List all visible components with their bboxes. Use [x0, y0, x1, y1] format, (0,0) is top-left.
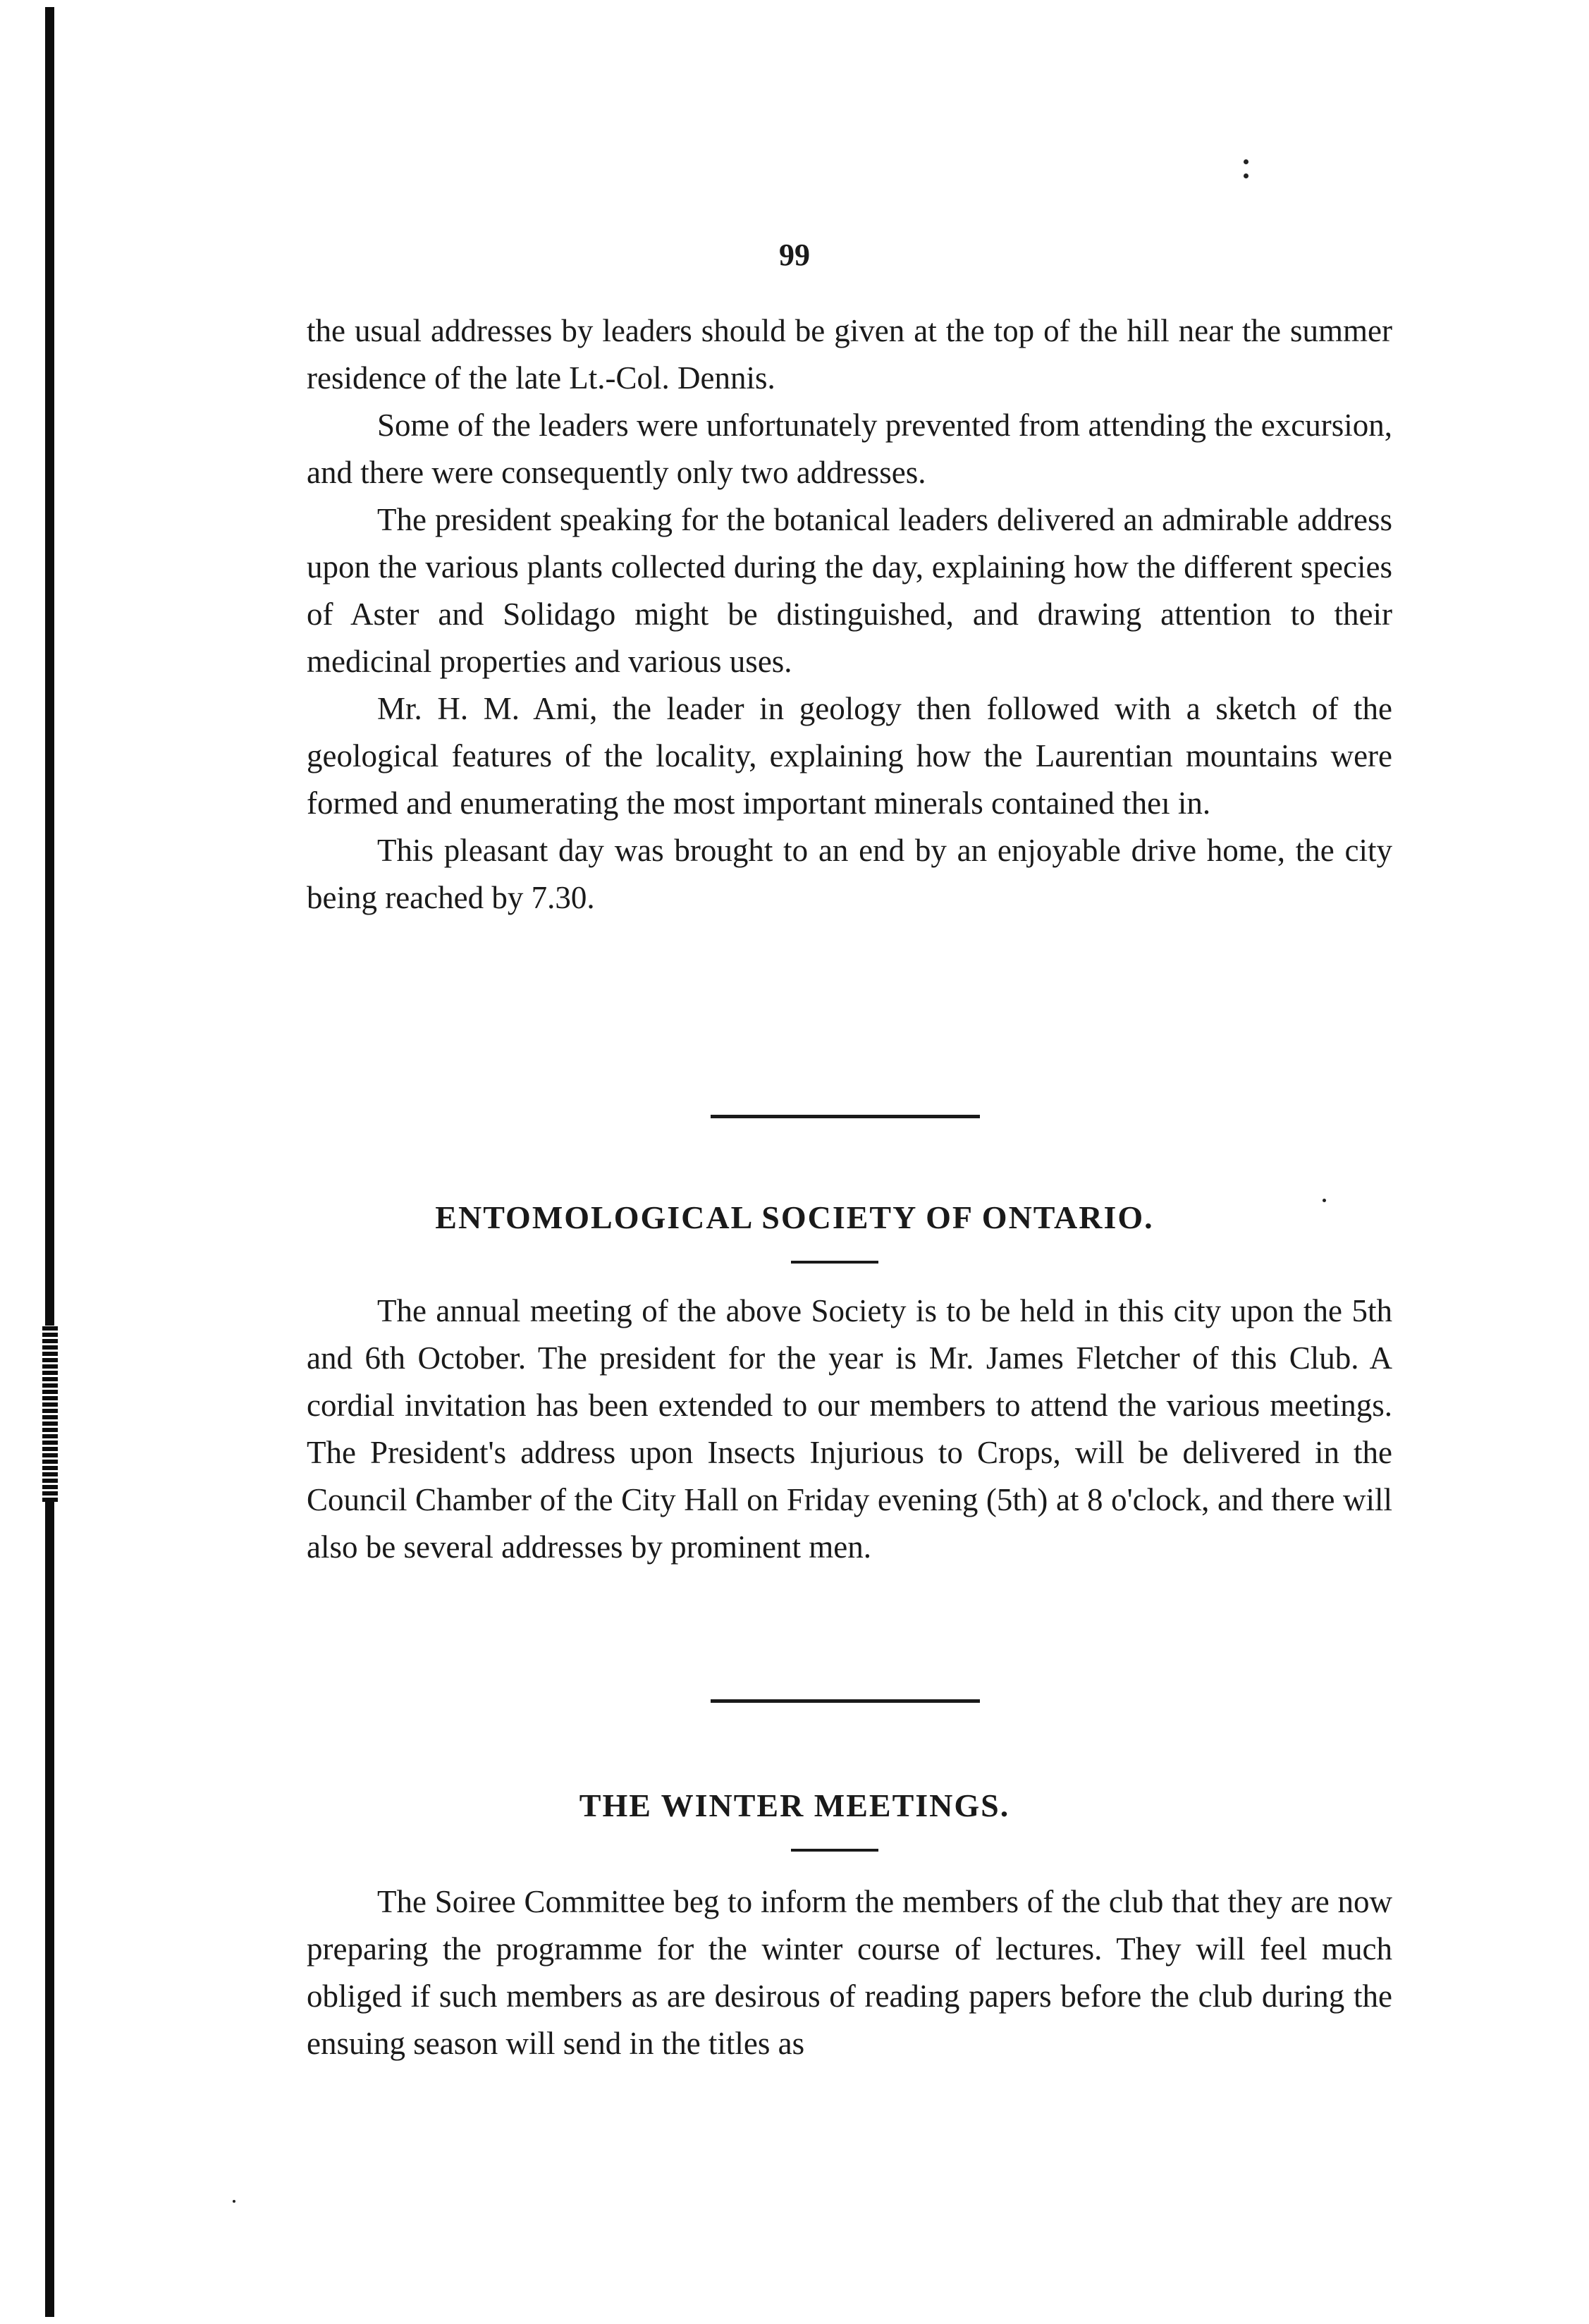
- section-divider: [711, 1699, 980, 1703]
- section-divider: [711, 1115, 980, 1118]
- paragraph: This pleasant day was brought to an end by an enjoyable drive home, the city being reached by 7.30.: [307, 833, 1392, 915]
- paragraph: The Soiree Committee beg to inform the members of the club that they are now preparing the programme for the winter course of lectures. They will feel much obliged if such members as are desirous of reading papers before the club during the ensuing season will send in the titles as: [307, 1884, 1392, 2061]
- paragraph: The annual meeting of the above Society is to be held in this city upon the 5th and 6th October. The president for the year is Mr. James Fletcher of this Club. A cordial invitation has been extended to our members to attend the various meetings. The President's address upon Insects Injurious to Crops, will be delivered in the Council Chamber of the City Hall on Friday evening (5th) at 8 o'clock, and there will also be several addresses by prominent men.: [307, 1293, 1392, 1565]
- paragraph: The president speaking for the botanical leaders delivered an admirable address upon the various plants collected during the day, explaining how the different species of Aster and Solidago might be distinguished, and drawing attention to their medicinal properties and various uses.: [307, 502, 1392, 679]
- section-heading-entomological: ENTOMOLOGICAL SOCIETY OF ONTARIO.: [435, 1199, 1154, 1235]
- section-excursion: [307, 307, 1392, 922]
- binding-notch: [42, 1326, 58, 1502]
- speck: [1244, 173, 1248, 178]
- section-heading-winter-meetings: THE WINTER MEETINGS.: [579, 1787, 1010, 1823]
- paragraph: the usual addresses by leaders should be given at the top of the hill near the summer residence of the late Lt.-Col. Dennis.: [307, 313, 1392, 396]
- page-number: 99: [779, 238, 810, 272]
- paragraph: Some of the leaders were unfortunately prevented from attending the excursion, and there were consequently only two addresses.: [307, 408, 1392, 490]
- heading-underline: [791, 1261, 878, 1264]
- section-winter-meetings: [307, 1878, 1392, 2067]
- paragraph: Mr. H. M. Ami, the leader in geology then followed with a sketch of the geological features of the locality, explaining how the Laurentian mountains were formed and enumerating the most important minerals contained theı in.: [307, 691, 1392, 821]
- heading-underline: [791, 1849, 878, 1852]
- binding-edge: [45, 7, 54, 2317]
- speck: [233, 2200, 235, 2203]
- section-entomological: [307, 1288, 1392, 1571]
- speck: [1244, 159, 1248, 164]
